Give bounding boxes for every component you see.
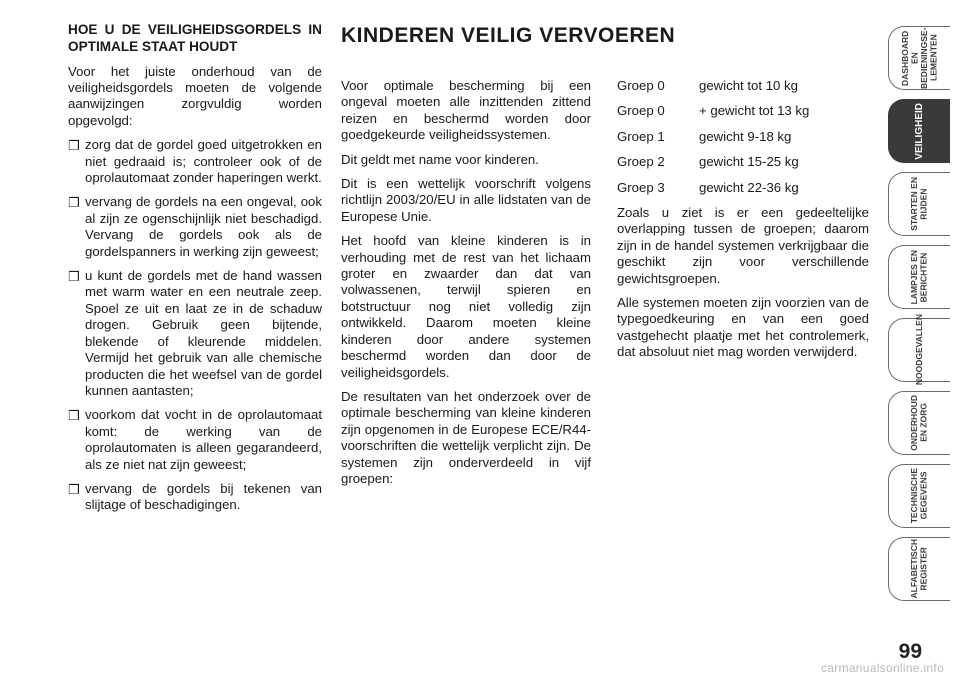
- list-item: ❒ vervang de gordels na een ongeval, ook al zijn ze ogenschijnlijk niet beschadigd. Vervang de gordels ook als de gordelspanners in werking zijn geweest;: [68, 194, 322, 259]
- page-number: 99: [898, 640, 922, 663]
- list-item: ❒ vervang de gordels bij tekenen van slijtage of beschadigingen.: [68, 480, 322, 513]
- tab-starten-rijden[interactable]: STARTEN EN RIJDEN: [888, 172, 950, 236]
- tab-lampjes-berichten[interactable]: LAMPJES EN BERICHTEN: [888, 245, 950, 309]
- tab-noodgevallen[interactable]: NOODGEVALLEN: [888, 318, 950, 382]
- paragraph: Voor optimale bescherming bij een ongeval moeten alle inzittenden zittend reizen en beschermd worden door goedgekeurde veiligheidssystemen.: [341, 78, 591, 143]
- group-row: Groep 0 gewicht tot 10 kg: [617, 78, 798, 93]
- right-column: [617, 78, 869, 369]
- checkbox-icon: ❒: [68, 269, 80, 285]
- group-row: Groep 0 + gewicht tot 13 kg: [617, 103, 810, 119]
- checkbox-icon: ❒: [68, 408, 80, 424]
- group-row: Groep 2 gewicht 15-25 kg: [617, 154, 799, 170]
- paragraph: Alle systemen moeten zijn voorzien van de typegoedkeuring en van een goed vastgehecht plaatje met het controlemerk, dat absoluut niet mag worden verwijderd.: [617, 295, 869, 360]
- group-list: [617, 78, 869, 196]
- list-item: ❒ voorkom dat vocht in de oprolautomaat komt: de werking van de oprolautomaten is alleen gegarandeerd, als ze niet nat zijn geweest;: [68, 407, 322, 472]
- section-heading: HOE U DE VEILIGHEIDSGORDELS IN OPTIMALE STAAT HOUDT: [68, 22, 322, 54]
- tab-technische-gegevens[interactable]: TECHNISCHE GEGEVENS: [888, 464, 950, 528]
- tab-dashboard[interactable]: DASHBOARD EN BEDIENINGSE- LEMENTEN: [888, 26, 950, 90]
- tab-alfabetisch-register[interactable]: ALFABETISCH REGISTER: [888, 537, 950, 601]
- group-row: Groep 3 gewicht 22-36 kg: [617, 179, 799, 195]
- paragraph: Zoals u ziet is er een gedeeltelijke overlapping tussen de groepen; daarom zijn in de handel systemen verkrijgbaar die geschikt zijn voor verschillende gewichtsgroepen.: [617, 205, 869, 286]
- paragraph: Het hoofd van kleine kinderen is in verhouding met de rest van het lichaam groter en zwaarder dan dat van volwassenen, terwijl spieren en botstructuur nog niet volledig zijn ontwikkeld. Daarom moeten kleine kinderen door andere systemen beschermd worden dan door de veiligheidsgordels.: [341, 233, 591, 380]
- checkbox-icon: ❒: [68, 481, 80, 497]
- list-item: ❒ u kunt de gordels met de hand wassen met warm water en een neutrale zeep. Spoel ze uit en laat ze in de schaduw drogen. Gebruik geen bijtende, blekende of kleurende middelen. Vermijd het gebruik van alle chemische producten die het weefsel van de gordel kunnen aantasten;: [68, 268, 322, 398]
- watermark: carmanualsonline.info: [820, 661, 944, 675]
- page-title: KINDEREN VEILIG VERVOEREN: [341, 24, 676, 47]
- left-column: [68, 22, 322, 522]
- middle-column: [341, 78, 591, 495]
- checkbox-icon: ❒: [68, 138, 80, 154]
- group-row: Groep 1 gewicht 9-18 kg: [617, 128, 792, 144]
- list-item: ❒ zorg dat de gordel goed uitgetrokken en niet gedraaid is; controleer ook of de oprolautomaat zonder haperingen werkt.: [68, 137, 322, 186]
- paragraph: Dit is een wettelijk voorschrift volgens richtlijn 2003/20/EU in alle lidstaten van de Europese Unie.: [341, 176, 591, 224]
- tab-onderhoud[interactable]: ONDERHOUD EN ZORG: [888, 391, 950, 455]
- checklist: [68, 137, 322, 514]
- chapter-tabs: [888, 26, 950, 610]
- checkbox-icon: ❒: [68, 195, 80, 211]
- intro-text: Voor het juiste onderhoud van de veiligheidsgordels moeten de volgende aanwijzingen zorgvuldig worden opgevolgd:: [68, 63, 322, 128]
- paragraph: Dit geldt met name voor kinderen.: [341, 151, 539, 167]
- paragraph: De resultaten van het onderzoek over de optimale bescherming van kleine kinderen zijn opgenomen in de Europese ECE/R44-voorschriften die wettelijk verplicht zijn. De systemen zijn onderverdeeld in vijf groepen:: [341, 388, 591, 486]
- tab-veiligheid[interactable]: VEILIGHEID: [888, 99, 950, 163]
